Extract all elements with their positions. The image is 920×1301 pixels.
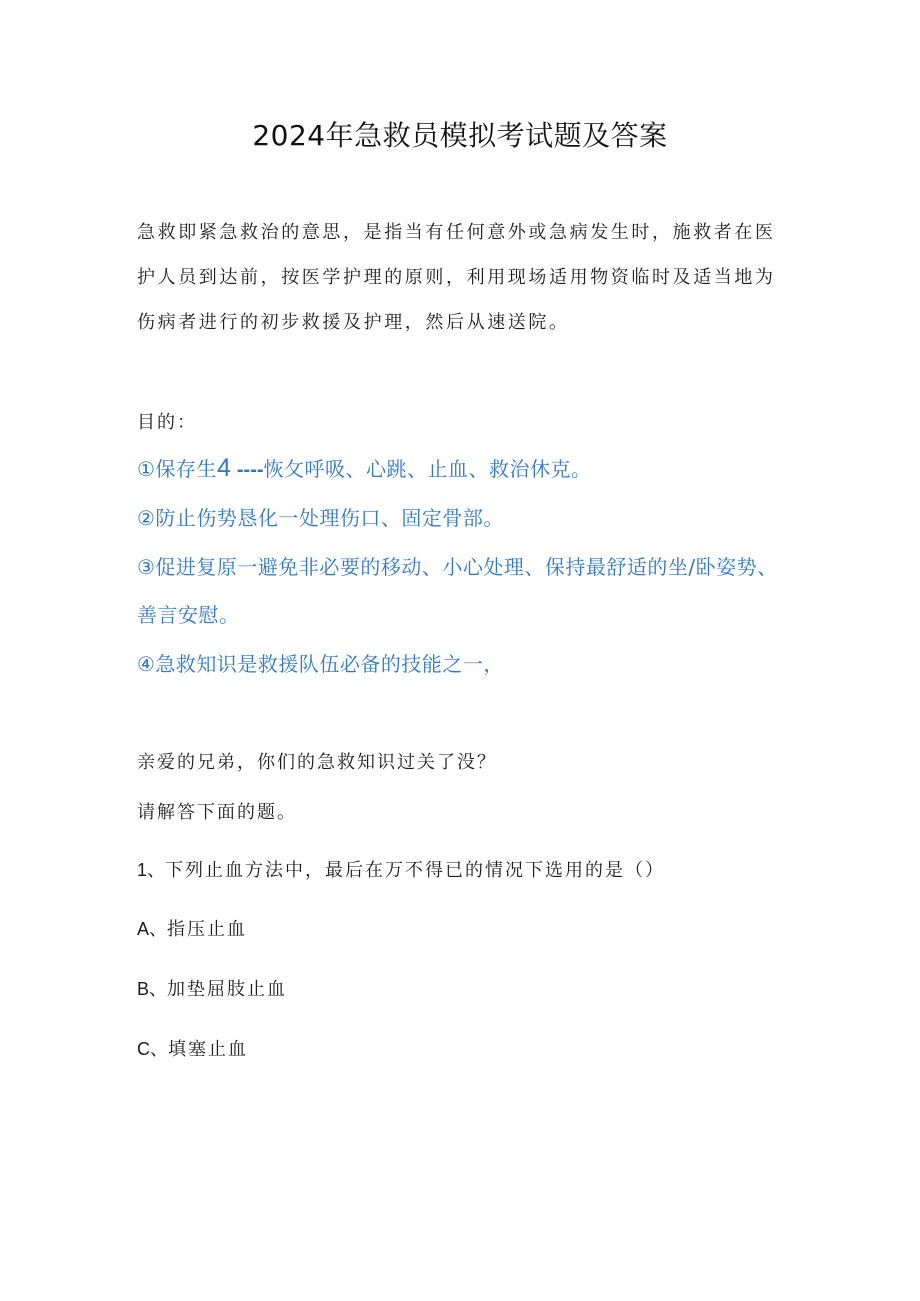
goal-item-3: ③促进复原一避免非必要的移动、小心处理、保持最舒适的坐/卧姿势、善言安慰。: [137, 555, 778, 627]
goal-1-number: 4: [216, 454, 232, 482]
instruction-line: 请解答下面的题。: [137, 802, 297, 823]
goal-1-dashes: ----: [231, 459, 264, 481]
goal-item-2: ②防止伤势恳化一处理伤口、固定骨部。: [137, 506, 504, 530]
greeting-line: 亲爱的兄弟，你们的急救知识过关了没？: [137, 752, 497, 773]
purpose-label: 目的：: [137, 412, 197, 433]
option-a: [137, 915, 247, 941]
option-c-text: 填塞止血: [168, 1039, 248, 1060]
question-1: [137, 856, 665, 882]
document-title: 2024年急救员模拟考试题及答案: [252, 119, 668, 152]
option-a-text: 指压止血: [167, 919, 248, 940]
option-b-letter: B、: [137, 979, 168, 999]
option-a-letter: A、: [137, 919, 168, 939]
option-c: [137, 1035, 248, 1061]
intro-paragraph: 急救即紧急救治的意思，是指当有任何意外或急病发生时，施救者在医护人员到达前，按医学护理的原则，利用现场适用物资临时及适当地为伤病者进行的初步救援及护理，然后从速送院。: [137, 222, 776, 333]
question-1-text: 下列止血方法中，最后在万不得已的情况下选用的是（）: [165, 860, 666, 881]
goal-item-1: [137, 444, 787, 494]
option-b-text: 加垫屈肢止血: [167, 979, 288, 1000]
goal-1-text: 恢攵呼吸、心跳、止血、救治休克。: [263, 457, 592, 481]
goal-1-prefix: ①保存生: [137, 457, 217, 481]
goal-item-4: ④急救知识是救援队伍必备的技能之一，: [137, 652, 504, 676]
option-c-letter: C、: [137, 1039, 168, 1059]
question-1-number: 1、: [137, 860, 166, 880]
option-b: [137, 975, 287, 1001]
